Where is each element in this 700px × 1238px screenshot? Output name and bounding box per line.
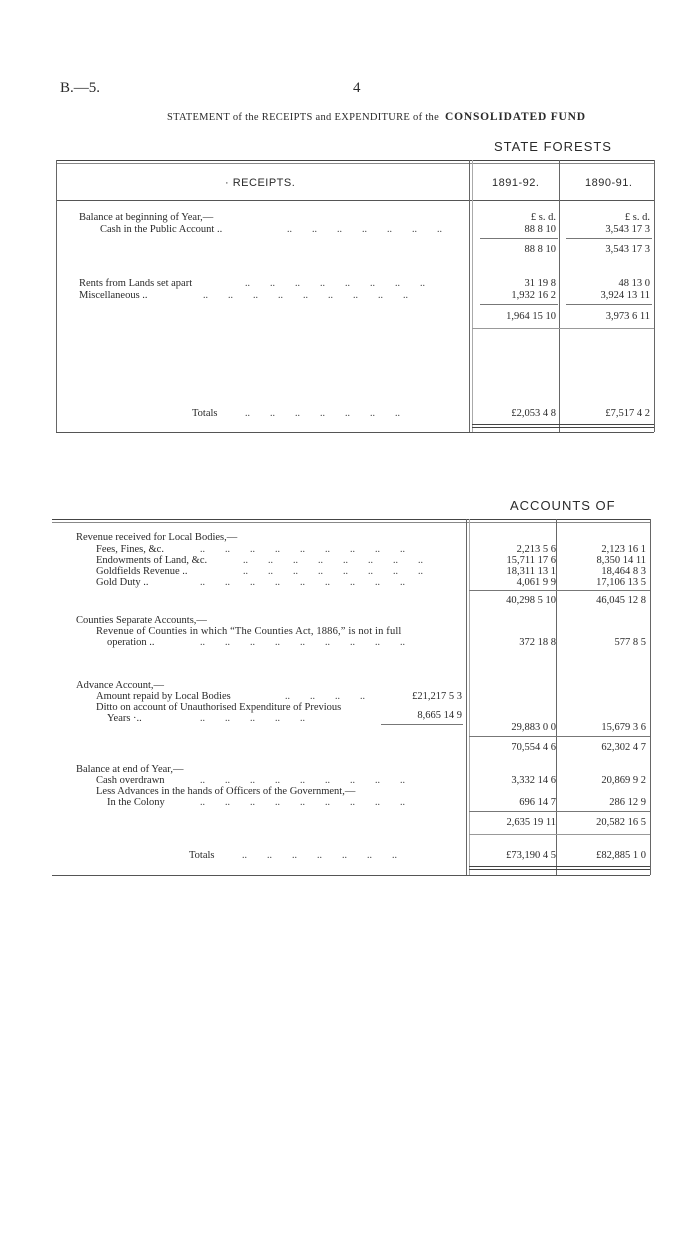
rents-label: Rents from Lands set apart (79, 278, 193, 289)
revenue-heading: Revenue received for Local Bodies,— (76, 532, 238, 543)
counties-line2: operation .. (107, 637, 155, 648)
endowments-1891: 15,711 17 6 (506, 555, 556, 566)
advance-1891: 29,883 0 0 (511, 722, 556, 733)
leader-dots: .. .. .. .. .. (200, 713, 305, 724)
advance-line1-amount: £21,217 5 3 (412, 691, 462, 702)
page-number: 4 (353, 80, 361, 96)
advance-heading: Advance Account,— (76, 680, 165, 691)
receipts-column-header: · RECEIPTS. (225, 177, 296, 189)
leader-dots: .. .. .. .. .. .. .. .. .. (200, 775, 405, 786)
statement-title (167, 111, 586, 124)
accounts-title: ACCOUNTS OF (510, 498, 616, 513)
leader-dots: .. .. .. .. .. .. .. .. (243, 555, 423, 566)
page-reference: B.—5. (60, 80, 101, 96)
receipts-subtotal-1890: 3,973 6 11 (605, 311, 650, 322)
cash-public-account-1891: 88 8 10 (524, 224, 556, 235)
rents-1891: 31 19 8 (524, 278, 556, 289)
cash-public-account-label: Cash in the Public Account .. (100, 224, 223, 235)
cash-overdrawn-1890: 20,869 9 2 (601, 775, 646, 786)
cash-overdrawn-label: Cash overdrawn (96, 775, 165, 786)
cash-overdrawn-1891: 3,332 14 6 (511, 775, 556, 786)
leader-dots: .. .. .. .. .. .. .. .. (245, 278, 425, 289)
fees-1890: 2,123 16 1 (601, 544, 646, 555)
endowments-1890: 8,350 14 11 (596, 555, 646, 566)
balance-subtotal-1891: 88 8 10 (524, 244, 556, 255)
leader-dots: .. .. .. .. .. .. .. .. (243, 566, 423, 577)
advance-line3-amount: 8,665 14 9 (417, 710, 462, 721)
totals-1890: £7,517 4 2 (605, 408, 650, 419)
column-header-1891: 1891-92. (492, 177, 540, 189)
leader-dots: .. .. .. .. .. .. .. (287, 224, 442, 235)
leader-dots: .. .. .. .. (285, 691, 365, 702)
balance-end-heading: Balance at end of Year,— (76, 764, 184, 775)
gold-duty-1891: 4,061 9 9 (516, 577, 556, 588)
fees-1891: 2,213 5 6 (516, 544, 556, 555)
totals-1891: £2,053 4 8 (511, 408, 556, 419)
leader-dots: .. .. .. .. .. .. .. (242, 850, 397, 861)
state-forests-title: STATE FORESTS (494, 139, 612, 154)
balance-total-1890: 20,582 16 5 (596, 817, 646, 828)
leader-dots: .. .. .. .. .. .. .. .. .. (200, 797, 405, 808)
leader-dots: .. .. .. .. .. .. .. .. .. (200, 544, 405, 555)
goldfields-1891: 18,311 13 1 (506, 566, 556, 577)
goldfields-label: Goldfields Revenue .. (96, 566, 188, 577)
receipts-subtotal-1891: 1,964 15 10 (506, 311, 556, 322)
column-header-1890: 1890-91. (585, 177, 633, 189)
rents-1890: 48 13 0 (618, 278, 650, 289)
totals-label: Totals (189, 850, 215, 861)
counties-heading: Counties Separate Accounts,— (76, 615, 207, 626)
leader-dots: .. .. .. .. .. .. .. .. .. (203, 290, 408, 301)
advance-line1: Amount repaid by Local Bodies (96, 691, 231, 702)
balance-beginning-heading: Balance at beginning of Year,— (79, 212, 214, 223)
gold-duty-label: Gold Duty .. (96, 577, 149, 588)
leader-dots: .. .. .. .. .. .. .. (245, 408, 400, 419)
counties-1890: 577 8 5 (614, 637, 646, 648)
less-advances-label: Less Advances in the hands of Officers of the Government,— (96, 786, 356, 797)
revenue-total-1890: 46,045 12 8 (596, 595, 646, 606)
statement-bold: CONSOLIDATED FUND (445, 111, 586, 123)
leader-dots: .. .. .. .. .. .. .. .. .. (200, 637, 405, 648)
totals-label: Totals (192, 408, 218, 419)
leader-dots: .. .. .. .. .. .. .. .. .. (200, 577, 405, 588)
miscellaneous-1891: 1,932 16 2 (511, 290, 556, 301)
balance-total-1891: 2,635 19 11 (506, 817, 556, 828)
advance-1890: 15,679 3 6 (601, 722, 646, 733)
counties-line1: Revenue of Counties in which “The Counties Act, 1886,” is not in full (96, 626, 402, 637)
balance-subtotal-1890: 3,543 17 3 (605, 244, 650, 255)
in-the-colony-1890: 286 12 9 (609, 797, 646, 808)
receipts-subtotal-1890: 62,302 4 7 (601, 742, 646, 753)
totals-1890: £82,885 1 0 (596, 850, 646, 861)
advance-line3: Years ·.. (107, 713, 142, 724)
statement-prefix: STATEMENT of the RECEIPTS and EXPENDITURE of the (167, 112, 440, 123)
in-the-colony-1891: 696 14 7 (519, 797, 556, 808)
in-the-colony-label: In the Colony (107, 797, 165, 808)
goldfields-1890: 18,464 8 3 (601, 566, 646, 577)
receipts-subtotal-1891: 70,554 4 6 (511, 742, 556, 753)
counties-1891: 372 18 8 (519, 637, 556, 648)
miscellaneous-label: Miscellaneous .. (79, 290, 148, 301)
advance-line2: Ditto on account of Unauthorised Expenditure of Previous (96, 702, 342, 713)
gold-duty-1890: 17,106 13 5 (596, 577, 646, 588)
units-1890: £ s. d. (624, 212, 650, 223)
miscellaneous-1890: 3,924 13 11 (600, 290, 650, 301)
totals-1891: £73,190 4 5 (506, 850, 556, 861)
fees-label: Fees, Fines, &c. (96, 544, 164, 555)
cash-public-account-1890: 3,543 17 3 (605, 224, 650, 235)
endowments-label: Endowments of Land, &c. (96, 555, 208, 566)
units-1891: £ s. d. (530, 212, 556, 223)
revenue-total-1891: 40,298 5 10 (506, 595, 556, 606)
